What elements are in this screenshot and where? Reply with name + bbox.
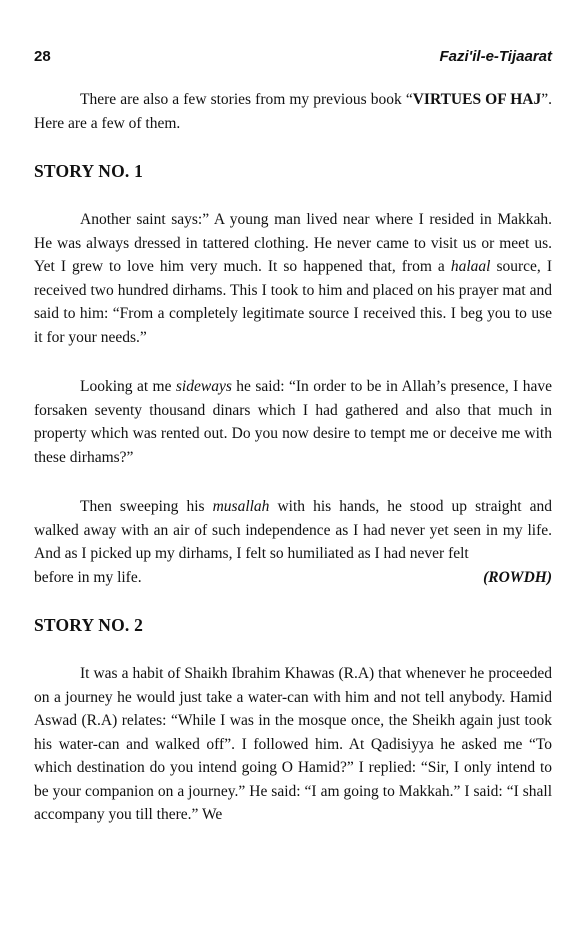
story-1-p2-text-end: he said: “In order to be in Allah’s presence, I have forsaken seventy thousand dinars which I had gathered and also that much in property which was rented out. Do you now desire to tempt me or deceive me with these dirhams?” [34,378,552,466]
story-1-p2-italic-term: sideways [175,378,232,395]
story-1-p3-italic-term: musallah [212,498,270,515]
story-1-paragraph-1 [34,208,552,349]
page-body [34,88,552,853]
intro-paragraph [34,88,552,135]
story-1-heading: STORY NO. 1 [34,161,144,181]
story-2-paragraph-1: It was a habit of Shaikh Ibrahim Khawas (R.A) that whenever he proceeded on a journey he would just take a water-can with him and not tell anybody. Hamid Aswad (R.A) relates: “While I was in the mosque once, the Sheikh again just took his water-can and walked off”. I followed him. At Qadisiyya he asked me “To which destination do you intend going O Hamid?” I replied: “Sir, I only intend to be your companion on a journey.” He said: “I am going to Makkah.” I said: “I shall accompany you till there.” We [34,665,552,823]
page-number: 28 [34,48,51,65]
story-1-p1-text-start: Another saint says:” A young man lived near where I resided in Makkah. He was always dressed in tattered clothing. He never came to visit us or meet us. Yet I grew to love him very much. It so happened that, from a [34,211,552,275]
story-1-p3-text-end: with his hands, he stood up straight and walked away with an air of such independence as I had never yet seen in my life. And as I picked up my dirhams, I felt so humiliated as I had never felt [34,498,552,562]
story-1-paragraph-2 [34,375,552,469]
intro-book-title: VIRTUES OF HAJ [412,91,542,108]
intro-text-end: ”. Here are a few of them. [34,91,552,132]
intro-text-start: There are also a few stories from my previous book “ [80,91,413,108]
story-1-p3-text-start: Then sweeping his [80,498,213,515]
story-1-p1-italic-term: halaal [450,258,491,275]
running-title: Fazi'il-e-Tijaarat [439,48,552,65]
page-header [34,48,552,65]
story-1-p2-text-start: Looking at me [80,378,176,395]
story-1-last-line: before in my life. [34,568,142,586]
story-1-source: (ROWDH) [483,568,552,586]
story-1-closing-line [34,566,552,590]
story-1-p1-text-end: source, I received two hundred dirhams. This I took to him and placed on his prayer mat and said to him: “From a completely legitimate source I received this. I beg you to use it for your needs.” [34,258,552,346]
story-2-heading: STORY NO. 2 [34,615,144,635]
story-1-paragraph-3 [34,495,552,566]
